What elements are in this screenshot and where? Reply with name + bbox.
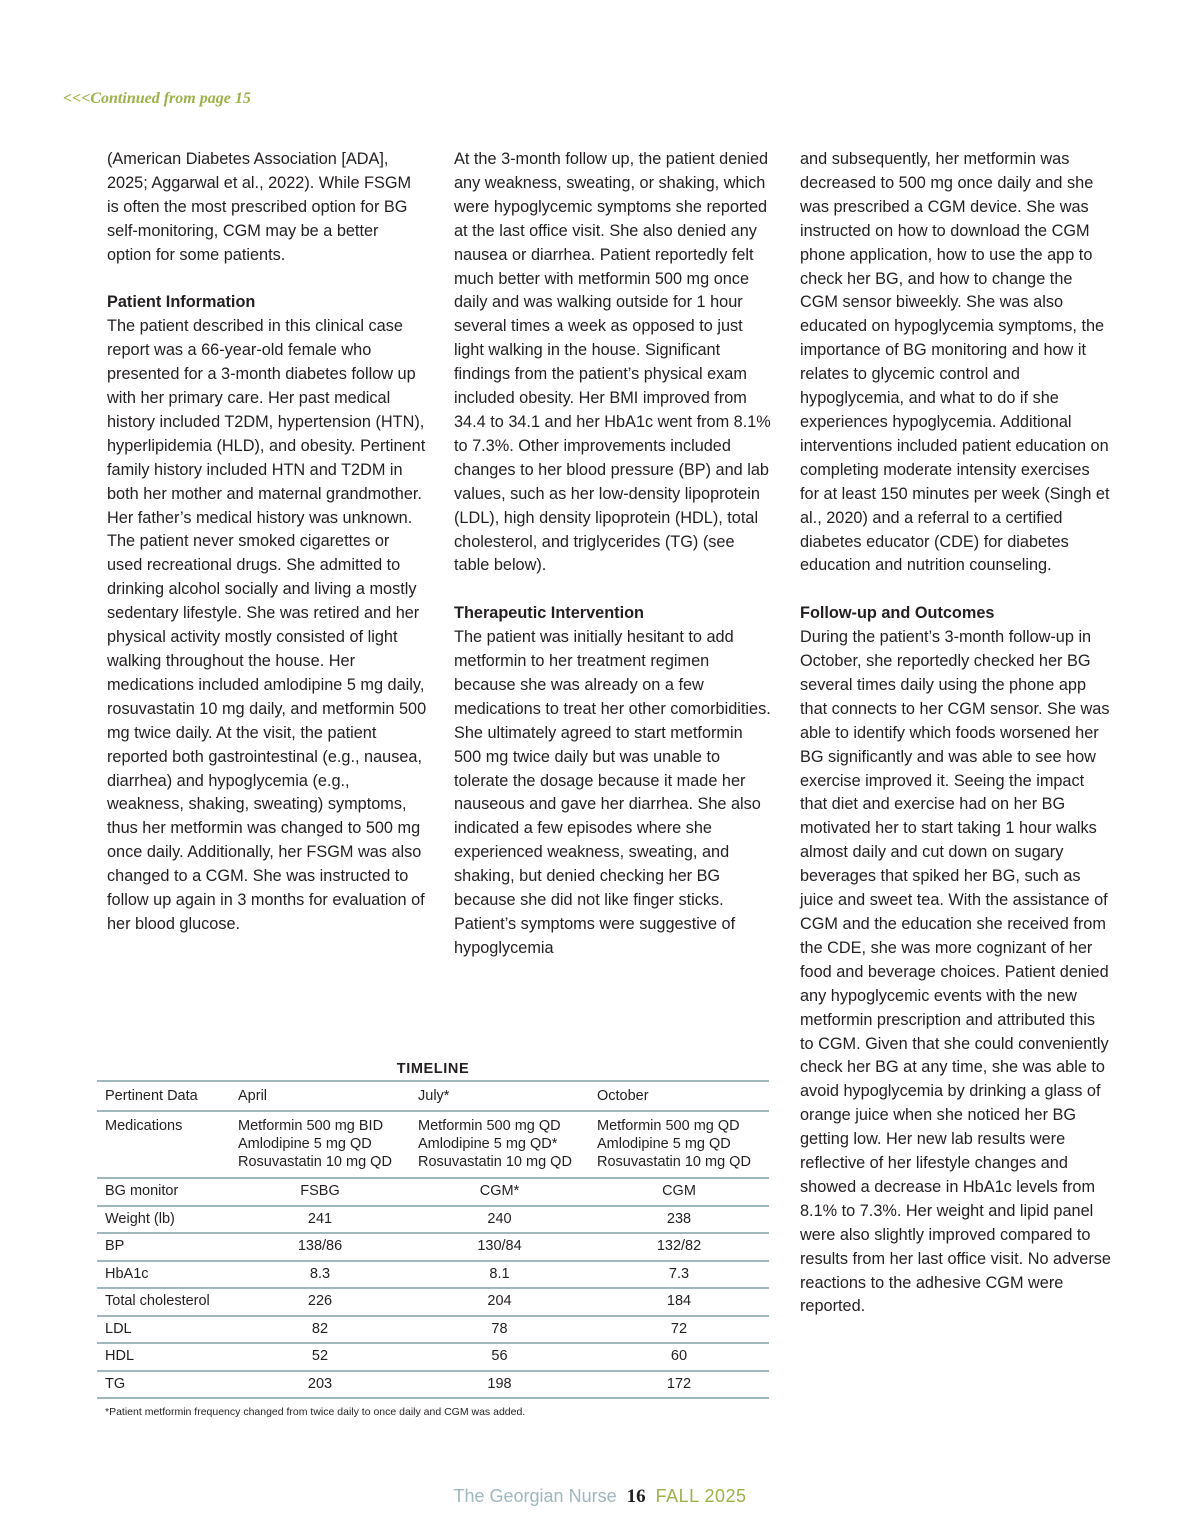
medication-line: Metformin 500 mg BID xyxy=(238,1118,384,1134)
paragraph: The patient described in this clinical case report was a 66-year-old female who presented for a 3-month diabetes follow up with her primary care. Her past medical history included T2DM, hypertension (HTN), hyperlipidemia (HLD), and obesity. Pertinent family history included HTN and T2DM in both her mother and maternal grandmother. Her father’s medical history was unknown. The patient never smoked cigarettes or used recreational drugs. She admitted to drinking alcohol socially and living a mostly sedentary lifestyle. She was retired and her physical activity mostly consisted of light walking throughout the house. Her medications included amlodipine 5 mg daily, rosuvastatin 10 mg daily, and metformin 500 mg twice daily. At the visit, the patient reported both gastrointestinal (e.g., nausea, diarrhea) and hypoglycemia (e.g., weakness, shaking, sweating) symptoms, thus her metformin was changed to 500 mg once daily. Additionally, her FSGM was also changed to a CGM. She was instructed to follow up again in 3 months for evaluation of her blood glucose. xyxy=(107,317,427,933)
table-cell: 72 xyxy=(589,1316,769,1344)
medication-line: Rosuvastatin 10 mg QD xyxy=(418,1154,572,1170)
column-header: July* xyxy=(410,1081,589,1111)
medication-line: Amlodipine 5 mg QD xyxy=(238,1136,372,1152)
row-label: Medications xyxy=(97,1111,230,1178)
table-cell xyxy=(230,1111,410,1178)
row-label: HDL xyxy=(97,1343,230,1371)
publication-name: The Georgian Nurse xyxy=(453,1486,617,1506)
table-cell: 132/82 xyxy=(589,1233,769,1261)
column-header: October xyxy=(589,1081,769,1111)
table-cell xyxy=(410,1111,589,1178)
table-cell: 203 xyxy=(230,1371,410,1399)
table-cell: 204 xyxy=(410,1288,589,1316)
row-label: Weight (lb) xyxy=(97,1206,230,1234)
row-label: TG xyxy=(97,1371,230,1399)
table-footnote: *Patient metformin frequency changed from twice daily to once daily and CGM was added. xyxy=(105,1406,526,1418)
medication-line: Amlodipine 5 mg QD* xyxy=(418,1136,558,1152)
table-cell: CGM xyxy=(589,1178,769,1206)
table-cell: CGM* xyxy=(410,1178,589,1206)
section-heading: Follow-up and Outcomes xyxy=(800,604,995,623)
table-cell: 8.1 xyxy=(410,1261,589,1289)
table-row xyxy=(97,1206,769,1234)
row-label: BP xyxy=(97,1233,230,1261)
timeline-title: TIMELINE xyxy=(396,1061,470,1077)
table-cell: 130/84 xyxy=(410,1233,589,1261)
medication-line: Rosuvastatin 10 mg QD xyxy=(238,1154,392,1170)
column-header: Pertinent Data xyxy=(97,1081,230,1111)
paragraph: At the 3-month follow up, the patient denied any weakness, sweating, or shaking, which were hypoglycemic symptoms she reported at the last office visit. She also denied any nausea or diarrhea. Patient reportedly felt much better with metformin 500 mg once daily and was walking outside for 1 hour several times a week as opposed to just light walking in the house. Significant findings from the patient’s physical exam included obesity. Her BMI improved from 34.4 to 34.1 and her HbA1c went from 8.1% to 7.3%. Other improvements included changes to her blood pressure (BP) and lab values, such as her low-density lipoprotein (LDL), high density lipoprotein (HDL), total cholesterol, and triglycerides (TG) (see table below). xyxy=(454,150,771,575)
table-cell: 8.3 xyxy=(230,1261,410,1289)
table-cell: 7.3 xyxy=(589,1261,769,1289)
table-cell: 172 xyxy=(589,1371,769,1399)
timeline-table-block xyxy=(97,1058,769,1419)
page-number: 16 xyxy=(626,1486,646,1507)
table-cell: 198 xyxy=(410,1371,589,1399)
table-cell: 241 xyxy=(230,1206,410,1234)
row-label: HbA1c xyxy=(97,1261,230,1289)
table-row xyxy=(97,1178,769,1206)
table-cell: FSBG xyxy=(230,1178,410,1206)
table-cell: 56 xyxy=(410,1343,589,1371)
table-cell: 60 xyxy=(589,1343,769,1371)
paragraph: The patient was initially hesitant to add metformin to her treatment regimen because she was already on a few medications to treat her other comorbidities. She ultimately agreed to start metformin 500 mg twice daily but was unable to tolerate the dosage because it made her nauseous and gave her diarrhea. She also indicated a few episodes where she experienced weakness, sweating, and shaking, but denied checking her BG because she did not like finger sticks. Patient’s symptoms were suggestive of hypoglycemia xyxy=(454,628,771,957)
medication-line: Metformin 500 mg QD xyxy=(418,1118,561,1134)
issue-label: FALL 2025 xyxy=(655,1486,747,1506)
table-cell: 184 xyxy=(589,1288,769,1316)
table-row xyxy=(97,1371,769,1399)
table-cell: 52 xyxy=(230,1343,410,1371)
table-cell: 82 xyxy=(230,1316,410,1344)
table-row xyxy=(97,1111,769,1178)
table-row xyxy=(97,1316,769,1344)
column-1 xyxy=(107,148,427,937)
table-header-row xyxy=(97,1081,769,1111)
section-heading: Therapeutic Intervention xyxy=(454,604,644,623)
table-row xyxy=(97,1261,769,1289)
continued-note: <<<Continued from page 15 xyxy=(63,90,251,107)
table-row xyxy=(97,1343,769,1371)
paragraph: During the patient’s 3-month follow-up in October, she reportedly checked her BG several times daily using the phone app that connects to her CGM sensor. She was able to identify which foods worsened her BG significantly and was able to see how exercise improved it. Seeing the impact that diet and exercise had on her BG motivated her to start taking 1 hour walks almost daily and cut down on sugary beverages that spiked her BG, such as juice and sweet tea. With the assistance of CGM and the education she received from the CDE, she was more cognizant of her food and beverage choices. Patient denied any hypoglycemic events with the new metformin prescription and attributed this to CGM. Given that she could conveniently check her BG at any time, she was able to avoid hypoglycemia by drinking a glass of orange juice when she noticed her BG getting low. Her new lab results were reflective of her lifestyle changes and showed a decrease in HbA1c levels from 8.1% to 7.3%. Her weight and lipid panel were also slightly improved compared to results from her last office visit. No adverse reactions to the adhesive CGM were reported. xyxy=(800,628,1111,1316)
column-header: April xyxy=(230,1081,410,1111)
medication-line: Rosuvastatin 10 mg QD xyxy=(597,1154,751,1170)
table-cell xyxy=(589,1111,769,1178)
table-cell: 138/86 xyxy=(230,1233,410,1261)
column-2 xyxy=(454,148,772,961)
row-label: Total cholesterol xyxy=(97,1288,230,1316)
medication-line: Metformin 500 mg QD xyxy=(597,1118,740,1134)
table-cell: 238 xyxy=(589,1206,769,1234)
table-row xyxy=(97,1233,769,1261)
column-3 xyxy=(800,148,1112,1319)
table-cell: 78 xyxy=(410,1316,589,1344)
medication-line: Amlodipine 5 mg QD xyxy=(597,1136,731,1152)
table-cell: 226 xyxy=(230,1288,410,1316)
paragraph: and subsequently, her metformin was decreased to 500 mg once daily and she was prescribed a CGM device. She was instructed on how to download the CGM phone application, how to use the app to check her BG, and how to change the CGM sensor biweekly. She was also educated on hypoglycemia symptoms, the importance of BG monitoring and how it relates to glycemic control and hypoglycemia, and what to do if she experiences hypoglycemia. Additional interventions included patient education on completing moderate intensity exercises for at least 150 minutes per week (Singh et al., 2020) and a referral to a certified diabetes educator (CDE) for diabetes education and nutrition counseling. xyxy=(800,150,1110,575)
row-label: LDL xyxy=(97,1316,230,1344)
section-heading: Patient Information xyxy=(107,293,256,312)
table-row xyxy=(97,1288,769,1316)
page-footer xyxy=(0,1486,1200,1508)
row-label: BG monitor xyxy=(97,1178,230,1206)
timeline-table xyxy=(97,1080,769,1399)
table-cell: 240 xyxy=(410,1206,589,1234)
paragraph: (American Diabetes Association [ADA], 2025; Aggarwal et al., 2022). While FSGM is often the most prescribed option for BG self-monitoring, CGM may be a better option for some patients. xyxy=(107,150,412,264)
